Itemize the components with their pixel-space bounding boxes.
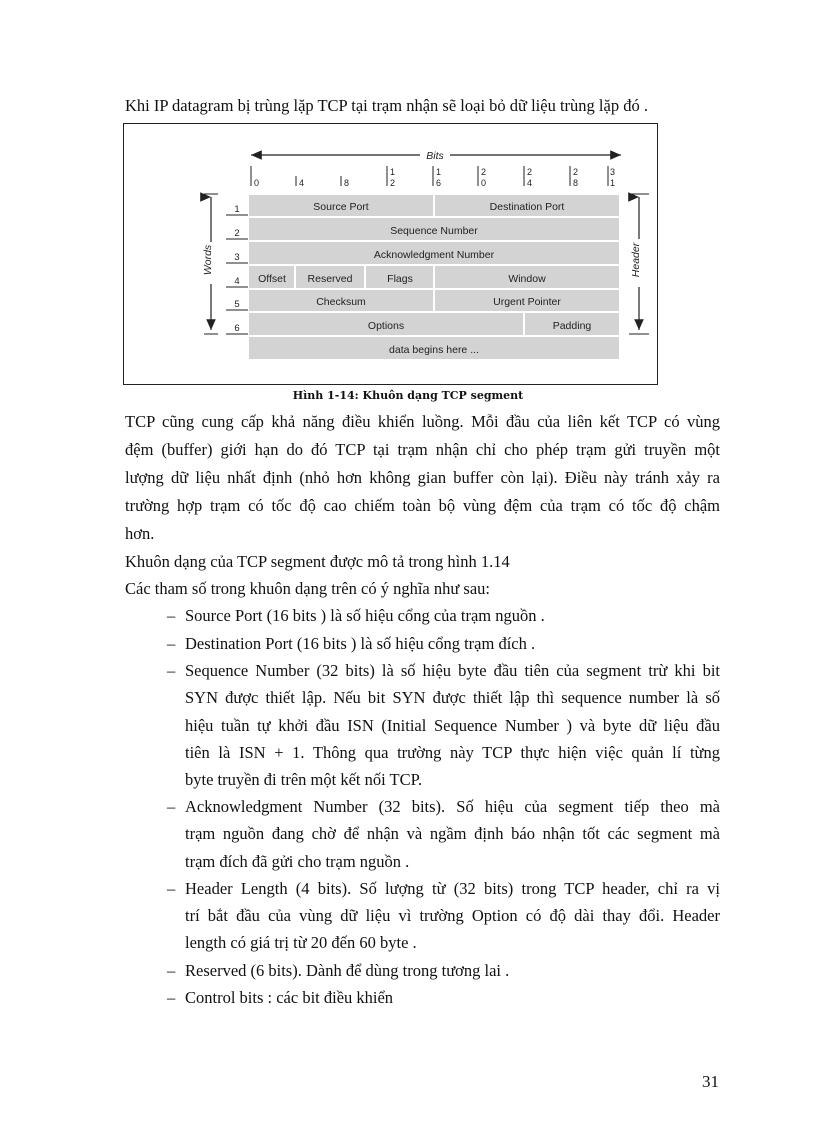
paragraph-line: lượng dữ liệu nhất định (nhỏ hơn không gian buffer còn lại). Điều này tránh xảy ra: [125, 468, 720, 487]
list-item: Reserved (6 bits). Dành để dùng trong tương lai .: [185, 961, 510, 980]
page-number: 31: [702, 1072, 719, 1091]
field-sequence-number: Sequence Number: [390, 225, 478, 237]
tcp-segment-diagram: [124, 124, 659, 386]
bit-tick-label-top: 1: [390, 167, 396, 177]
figure-caption: Hình 1-14: Khuôn dạng TCP segment: [292, 389, 524, 402]
field-reserved: Reserved: [307, 273, 353, 285]
field-window: Window: [508, 273, 546, 285]
params-line: Các tham số trong khuôn dạng trên có ý nghĩa như sau:: [125, 579, 490, 598]
list-item: Sequence Number (32 bits) là số hiệu byte đầu tiên của segment trừ khi bit: [185, 661, 720, 680]
list-item: Control bits : các bit điều khiển: [185, 988, 394, 1007]
bit-tick-label-top: 2: [481, 167, 487, 177]
bit-tick-label: 6: [436, 178, 442, 188]
list-item: length có giá trị từ 20 đến 60 byte .: [185, 933, 417, 952]
bullet-dash: –: [167, 879, 176, 898]
bullet-dash: –: [167, 988, 176, 1007]
list-item: Destination Port (16 bits ) là số hiệu cổng trạm đích .: [185, 634, 536, 653]
bullet-dash: –: [167, 797, 176, 816]
paragraph-line: TCP cũng cung cấp khả năng điều khiển luồng. Mỗi đầu của liên kết TCP có vùng: [125, 412, 720, 431]
bit-tick-label: 0: [481, 178, 487, 188]
list-item: Header Length (4 bits). Số lượng từ (32 bits) trong TCP header, chỉ ra vị: [185, 879, 720, 898]
list-item: Acknowledgment Number (32 bits). Số hiệu của segment tiếp theo mà: [185, 797, 720, 816]
bit-tick-label: 8: [344, 178, 350, 188]
field-checksum: Checksum: [316, 296, 366, 308]
bit-tick-label-top: 3: [610, 167, 616, 177]
header-label: Header: [630, 242, 642, 278]
field-flags: Flags: [387, 273, 413, 285]
bit-tick-label: 2: [390, 178, 396, 188]
bit-tick-label: 0: [254, 178, 260, 188]
field-options: Options: [367, 320, 405, 332]
list-item: trạm đích đã gửi cho trạm nguồn .: [185, 852, 410, 871]
row-number: 2: [234, 228, 240, 239]
tcp-segment-figure: [123, 123, 658, 385]
bullet-dash: –: [167, 961, 176, 980]
row-number: 6: [234, 323, 240, 334]
bullet-dash: –: [167, 606, 176, 625]
field-acknowledgment-number: Acknowledgment Number: [373, 249, 495, 261]
list-item: SYN được thiết lập. Nếu bit SYN được thiết lập thì sequence number là số: [185, 688, 720, 707]
row-number: 4: [234, 276, 240, 287]
field-padding: Padding: [552, 320, 592, 332]
list-item: trạm nguồn đang chờ để nhận và ngầm định báo nhận tốt các segment mà: [185, 824, 720, 843]
field-source-port: Source Port: [313, 201, 369, 213]
paragraph-line: đệm (buffer) giới hạn do đó TCP tại trạm nhận chỉ cho phép trạm gửi truyền một: [125, 440, 720, 459]
row-number: 5: [234, 299, 240, 310]
field-offset: Offset: [258, 273, 286, 285]
bit-tick-label-top: 1: [436, 167, 442, 177]
list-item: trí bắt đầu của vùng dữ liệu vì trường Option có độ dài thay đổi. Header: [185, 906, 720, 925]
bullet-dash: –: [167, 634, 176, 653]
bit-tick-label: 4: [299, 178, 305, 188]
field-destination-port: Destination Port: [489, 201, 565, 213]
format-line: Khuôn dạng của TCP segment được mô tả trong hình 1.14: [125, 552, 510, 571]
words-label: Words: [202, 244, 214, 276]
bit-tick-label-top: 2: [573, 167, 579, 177]
bits-label: Bits: [426, 150, 444, 162]
segment-fields: [248, 194, 620, 360]
list-item: tiên là ISN + 1. Thông qua trường này TCP thực hiện việc quản lí từng: [185, 743, 720, 762]
list-item: hiệu tuần tự khởi đầu ISN (Initial Sequence Number ) và byte dữ liệu đầu: [185, 716, 720, 735]
bit-tick-label-top: 2: [527, 167, 533, 177]
field-data: data begins here ...: [389, 344, 479, 356]
bit-ticks: [251, 166, 608, 186]
row-number: 1: [234, 204, 240, 215]
list-item: byte truyền đi trên một kết nối TCP.: [185, 770, 423, 789]
bit-tick-label: 1: [610, 178, 616, 188]
bit-tick-label: 4: [527, 178, 533, 188]
list-item: Source Port (16 bits ) là số hiệu cổng của trạm nguồn .: [185, 606, 545, 625]
bullet-dash: –: [167, 661, 176, 680]
paragraph-line: trường hợp trạm có tốc độ cao chiếm toàn bộ vùng đệm của trạm có tốc độ chậm: [125, 496, 720, 515]
intro-line: Khi IP datagram bị trùng lặp TCP tại trạm nhận sẽ loại bỏ dữ liệu trùng lặp đó .: [125, 96, 648, 115]
field-urgent-pointer: Urgent Pointer: [493, 296, 561, 308]
row-number: 3: [234, 252, 240, 263]
paragraph-line: hơn.: [125, 524, 155, 543]
bit-tick-label: 8: [573, 178, 579, 188]
